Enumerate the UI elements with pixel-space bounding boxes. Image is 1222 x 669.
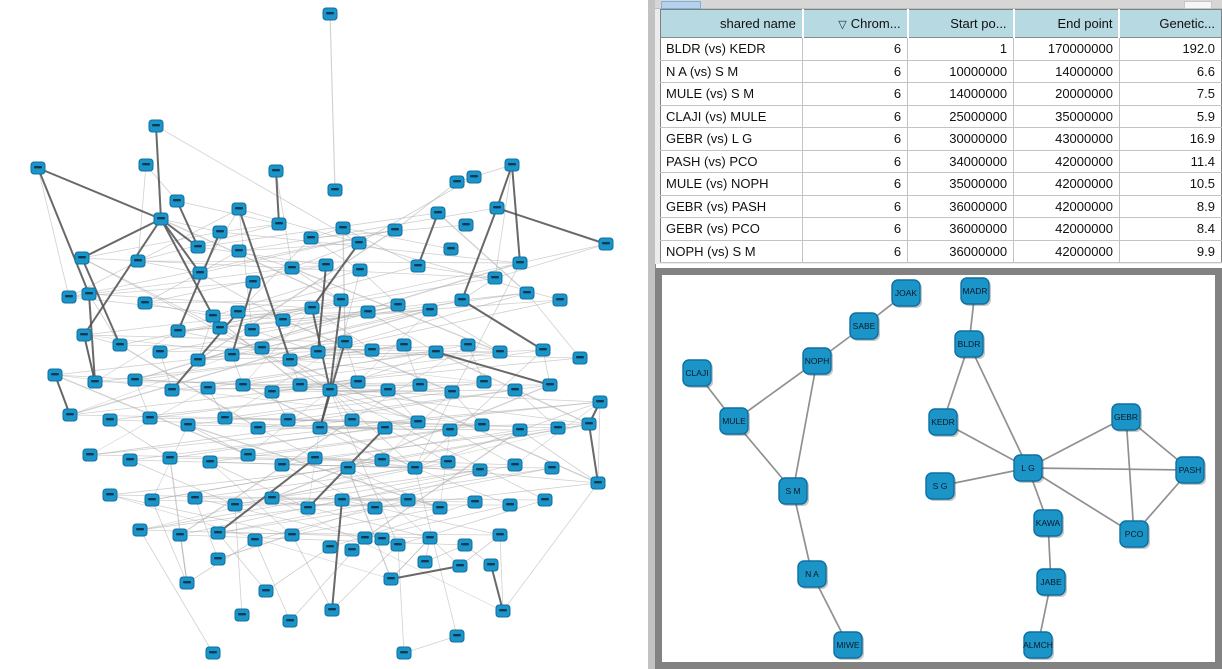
node-label-smudge [436,506,444,508]
network-edge[interactable] [969,344,1028,468]
cell-value[interactable]: 25000000 [908,105,1014,128]
node-label-smudge [268,390,276,392]
node-label-smudge [470,175,478,177]
cell-value[interactable]: 8.4 [1119,218,1221,241]
network-node-sm[interactable] [779,478,809,506]
node-label-smudge [585,422,593,424]
node-label-smudge [400,651,408,653]
node-label-smudge [414,420,422,422]
node-label-smudge [421,560,429,562]
node-label-smudge [546,383,554,385]
network-edge[interactable] [239,209,560,300]
table-row[interactable] [661,218,1222,241]
node-label-smudge [262,589,270,591]
node-label-smudge [371,506,379,508]
node-label-smudge [331,188,339,190]
node-label-smudge [411,466,419,468]
node-label-smudge [356,268,364,270]
cell-value[interactable]: 35000000 [1014,105,1120,128]
node-label-smudge [216,326,224,328]
node-label-smudge [493,206,501,208]
node-label: GEBR [1113,412,1139,422]
network-node-madr[interactable] [961,278,991,306]
node-label-smudge [322,263,330,265]
network-edge[interactable] [177,201,279,224]
cell-value[interactable]: 20000000 [1014,83,1120,106]
node-label-smudge [194,245,202,247]
table-header [661,10,1222,38]
node-label-smudge [344,466,352,468]
network-edge[interactable] [188,425,248,455]
cell-value[interactable]: 6 [803,105,908,128]
network-edge[interactable] [395,182,457,230]
network-edge[interactable] [793,361,817,491]
network-node-pco[interactable] [1120,521,1150,549]
node-label: CLAJI [685,368,709,378]
node-label-smudge [499,609,507,611]
node-label-smudge [284,418,292,420]
node-label-smudge [173,199,181,201]
column-header-chrom[interactable]: ▽ Chrom... [803,10,908,38]
column-header-genetic[interactable]: Genetic... [1119,10,1221,38]
node-label: L G [1021,463,1035,473]
cell-shared-name[interactable]: NOPH (vs) S M [661,240,803,263]
node-label-smudge [288,266,296,268]
network-edge[interactable] [457,165,512,182]
network-edge[interactable] [156,126,161,219]
node-label-smudge [254,426,262,428]
cell-value[interactable]: 8.9 [1119,195,1221,218]
cell-shared-name[interactable]: GEBR (vs) L G [661,128,803,151]
network-edge[interactable] [589,424,598,483]
network-edge[interactable] [495,244,606,278]
cell-value[interactable]: 42000000 [1014,195,1120,218]
node-label-smudge [86,453,94,455]
node-label-smudge [191,496,199,498]
network-edge[interactable] [292,268,341,300]
cell-value[interactable]: 14000000 [1014,60,1120,83]
node-label-smudge [216,230,224,232]
node-label-smudge [268,496,276,498]
node-label-smudge [258,346,266,348]
network-edge[interactable] [1028,468,1190,470]
node-label-smudge [348,548,356,550]
node-label-smudge [368,348,376,350]
node-label-smudge [461,543,469,545]
node-label-smudge [34,166,42,168]
node-label-smudge [328,608,336,610]
cell-value[interactable]: 7.5 [1119,83,1221,106]
cell-value[interactable]: 6 [803,128,908,151]
node-label-smudge [91,380,99,382]
column-header-endpoint[interactable]: End point [1014,10,1120,38]
node-label-smudge [548,466,556,468]
small-network-canvas[interactable] [662,275,1215,662]
node-label-smudge [391,228,399,230]
table-row[interactable] [661,150,1222,173]
node-label-smudge [602,242,610,244]
network-node-kedr[interactable] [929,409,959,437]
node-label-smudge [286,358,294,360]
node-label-smudge [66,413,74,415]
node-label: KEDR [931,417,955,427]
node-label: JABE [1040,577,1062,587]
node-label: S M [785,486,801,496]
node-label-smudge [146,416,154,418]
cell-value[interactable]: 170000000 [1014,38,1120,61]
node-label-smudge [235,249,243,251]
node-label-smudge [248,328,256,330]
network-node-na[interactable] [798,561,828,589]
node-label-smudge [65,295,73,297]
node-label-smudge [78,256,86,258]
node-label-smudge [275,222,283,224]
node-label-smudge [166,456,174,458]
network-node-gebr[interactable] [1112,404,1142,432]
cell-value[interactable]: 14000000 [908,83,1014,106]
edge-attribute-table [660,9,1222,263]
node-label-smudge [480,380,488,382]
node-label-smudge [516,261,524,263]
node-label: PASH [1178,465,1202,475]
node-label-smudge [209,651,217,653]
node-label-smudge [446,428,454,430]
network-edge[interactable] [415,468,457,636]
column-header-sharedname[interactable]: shared name [661,10,803,38]
cell-value[interactable]: 36000000 [908,240,1014,263]
node-label-smudge [476,468,484,470]
network-node-lg[interactable] [1014,455,1044,483]
node-label-smudge [308,306,316,308]
network-view-secondary [655,268,1222,669]
node-label-smudge [326,12,334,14]
network-canvas-background[interactable] [662,275,1215,662]
cell-shared-name[interactable]: N A (vs) S M [661,60,803,83]
node-label-smudge [456,564,464,566]
node-label-smudge [326,545,334,547]
cell-value[interactable]: 10.5 [1119,173,1221,196]
node-label-smudge [339,226,347,228]
cell-value[interactable]: 10000000 [908,60,1014,83]
node-label-smudge [354,380,362,382]
cell-shared-name[interactable]: BLDR (vs) KEDR [661,38,803,61]
node-label-smudge [432,350,440,352]
cell-value[interactable]: 6 [803,60,908,83]
cell-value[interactable]: 16.9 [1119,128,1221,151]
network-edge[interactable] [255,540,290,621]
cell-value[interactable]: 6 [803,173,908,196]
node-label-smudge [157,217,165,219]
table-row[interactable] [661,173,1222,196]
node-label: N A [805,569,819,579]
node-label-smudge [414,264,422,266]
network-edge[interactable] [598,402,600,483]
node-label-smudge [464,343,472,345]
network-edge[interactable] [332,500,342,610]
node-label-smudge [152,124,160,126]
node-label-smudge [174,329,182,331]
node-label-smudge [554,426,562,428]
node-label-smudge [341,340,349,342]
node-label-smudge [594,481,602,483]
node-label-smudge [221,416,229,418]
node-label: S G [932,481,948,491]
network-edge[interactable] [404,636,457,653]
node-label-smudge [337,298,345,300]
network-edge[interactable] [462,293,527,300]
node-label-smudge [278,463,286,465]
node-label: PCO [1124,529,1144,539]
cell-shared-name[interactable]: CLAJI (vs) MULE [661,105,803,128]
node-label-smudge [51,373,59,375]
node-label-smudge [491,276,499,278]
cell-value[interactable]: 43000000 [1014,128,1120,151]
node-label-smudge [576,356,584,358]
network-edge[interactable] [1126,417,1134,534]
node-label-smudge [234,310,242,312]
node-label-smudge [244,453,252,455]
node-label: KAWA [1035,518,1061,528]
node-label-smudge [426,536,434,538]
node-label-smudge [176,533,184,535]
node-label-smudge [404,498,412,500]
cell-value[interactable]: 6 [803,150,908,173]
node-label-smudge [381,426,389,428]
node-label-smudge [400,343,408,345]
network-edge[interactable] [520,430,598,483]
node-label-smudge [307,236,315,238]
cell-shared-name[interactable]: GEBR (vs) PCO [661,218,803,241]
network-edge[interactable] [497,208,606,244]
horizontal-scrollbar[interactable] [655,0,1222,9]
node-label-smudge [106,418,114,420]
network-node-mule[interactable] [720,408,750,436]
node-label-smudge [378,537,386,539]
node-label: NOPH [804,356,830,366]
scrollbar-end-segment [1184,1,1212,9]
network-node-sg[interactable] [926,473,956,501]
node-label-smudge [126,458,134,460]
node-label-smudge [134,259,142,261]
network-node-almch[interactable] [1023,632,1054,660]
cell-value[interactable]: 36000000 [908,195,1014,218]
cell-value[interactable]: 192.0 [1119,38,1221,61]
node-label-smudge [453,634,461,636]
network-node-sabe[interactable] [850,313,880,341]
node-label-smudge [314,350,322,352]
node-label-smudge [447,247,455,249]
network-node-joak[interactable] [892,280,922,308]
node-label-smudge [148,498,156,500]
cell-value[interactable]: 30000000 [908,128,1014,151]
cell-shared-name[interactable]: PASH (vs) PCO [661,150,803,173]
node-label-smudge [453,180,461,182]
table-browser-panel [655,0,1222,264]
node-label-smudge [355,241,363,243]
network-node-noph[interactable] [803,348,833,376]
table-row[interactable] [661,83,1222,106]
cell-value[interactable]: 35000000 [908,173,1014,196]
cell-value[interactable]: 42000000 [1014,150,1120,173]
node-label-smudge [304,506,312,508]
node-label-smudge [596,400,604,402]
node-label-smudge [239,383,247,385]
cell-shared-name[interactable]: GEBR (vs) PASH [661,195,803,218]
cell-value[interactable]: 6 [803,218,908,241]
node-label-smudge [194,358,202,360]
network-node-pash[interactable] [1176,457,1206,485]
node-label-smudge [378,458,386,460]
node-label-smudge [116,343,124,345]
network-edge[interactable] [272,498,503,611]
node-label-smudge [214,531,222,533]
node-label-smudge [326,388,334,390]
node-label: MIWE [836,640,860,650]
node-label-smudge [316,426,324,428]
node-label-smudge [361,536,369,538]
node-label-smudge [541,498,549,500]
network-edge[interactable] [140,530,213,653]
node-label-smudge [251,538,259,540]
node-label-smudge [272,169,280,171]
node-label-smudge [156,350,164,352]
table-row[interactable] [661,195,1222,218]
cell-value[interactable]: 5.9 [1119,105,1221,128]
node-label-smudge [80,333,88,335]
table-row[interactable] [661,240,1222,263]
node-label-smudge [249,280,257,282]
network-node-jabe[interactable] [1037,569,1067,597]
node-label: ALMCH [1023,640,1053,650]
node-label-smudge [416,383,424,385]
node-label-smudge [539,348,547,350]
node-label-smudge [394,543,402,545]
network-node-miwe[interactable] [834,632,864,660]
node-label-smudge [131,378,139,380]
node-label-smudge [387,577,395,579]
node-label-smudge [496,533,504,535]
node-label-smudge [183,581,191,583]
node-label-smudge [311,456,319,458]
cell-value[interactable]: 42000000 [1014,240,1120,263]
node-label-smudge [487,563,495,565]
node-label-smudge [204,386,212,388]
node-label-smudge [106,493,114,495]
table-row[interactable] [661,128,1222,151]
table-row[interactable] [661,105,1222,128]
node-label-smudge [184,423,192,425]
node-label-smudge [288,533,296,535]
cell-value[interactable]: 6 [803,240,908,263]
node-label-smudge [511,463,519,465]
cell-value[interactable]: 42000000 [1014,173,1120,196]
node-label-smudge [471,500,479,502]
cell-value[interactable]: 6 [803,195,908,218]
node-label-smudge [448,390,456,392]
node-label-smudge [496,350,504,352]
cell-value[interactable]: 6 [803,83,908,106]
node-label-smudge [286,619,294,621]
node-label-smudge [279,318,287,320]
node-label-smudge [506,503,514,505]
cell-value[interactable]: 6.6 [1119,60,1221,83]
network-edge[interactable] [180,535,187,583]
node-label-smudge [511,388,519,390]
table-row[interactable] [661,60,1222,83]
scrollbar-thumb[interactable] [661,1,701,9]
node-label-smudge [85,292,93,294]
node-label-smudge [136,528,144,530]
node-label: MULE [722,416,746,426]
node-label: BLDR [957,339,981,349]
node-label-smudge [508,163,516,165]
node-label-smudge [209,314,217,316]
network-edge[interactable] [330,14,335,190]
node-label: SABE [852,321,876,331]
node-label-smudge [394,303,402,305]
network-node-kawa[interactable] [1034,510,1064,538]
node-label-smudge [231,503,239,505]
node-label-smudge [142,163,150,165]
node-label-smudge [296,383,304,385]
network-edge[interactable] [520,244,606,263]
node-label-smudge [348,418,356,420]
node-label-smudge [141,301,149,303]
node-label-smudge [206,460,214,462]
node-label-smudge [228,353,236,355]
node-label-smudge [426,308,434,310]
cell-value[interactable]: 36000000 [908,218,1014,241]
cell-value[interactable]: 34000000 [908,150,1014,173]
node-label-smudge [434,211,442,213]
node-label-smudge [168,388,176,390]
sort-descending-icon[interactable]: ▽ [838,19,847,31]
node-label-smudge [384,388,392,390]
node-label-smudge [238,613,246,615]
node-label-smudge [516,428,524,430]
node-label: MADR [962,286,988,296]
node-label-smudge [444,460,452,462]
node-label-smudge [478,423,486,425]
node-label-smudge [338,498,346,500]
node-label-smudge [458,298,466,300]
network-edge[interactable] [266,547,330,591]
cell-value[interactable]: 9.9 [1119,240,1221,263]
node-label-smudge [235,207,243,209]
network-edge[interactable] [84,219,161,335]
cell-value[interactable]: 1 [908,38,1014,61]
node-label-smudge [523,291,531,293]
table-row[interactable] [661,38,1222,61]
cell-value[interactable]: 42000000 [1014,218,1120,241]
column-header-startpo[interactable]: Start po... [908,10,1014,38]
network-edge[interactable] [138,261,200,273]
node-label: JOAK [894,288,918,298]
node-label-smudge [214,557,222,559]
node-label-smudge [556,298,564,300]
network-node-claji[interactable] [683,360,713,388]
cell-value[interactable]: 11.4 [1119,150,1221,173]
cell-shared-name[interactable]: MULE (vs) S M [661,83,803,106]
node-label-smudge [462,223,470,225]
node-label-smudge [196,271,204,273]
cell-shared-name[interactable]: MULE (vs) NOPH [661,173,803,196]
network-node-bldr[interactable] [955,331,985,359]
node-label-smudge [364,310,372,312]
cell-value[interactable]: 6 [803,38,908,61]
